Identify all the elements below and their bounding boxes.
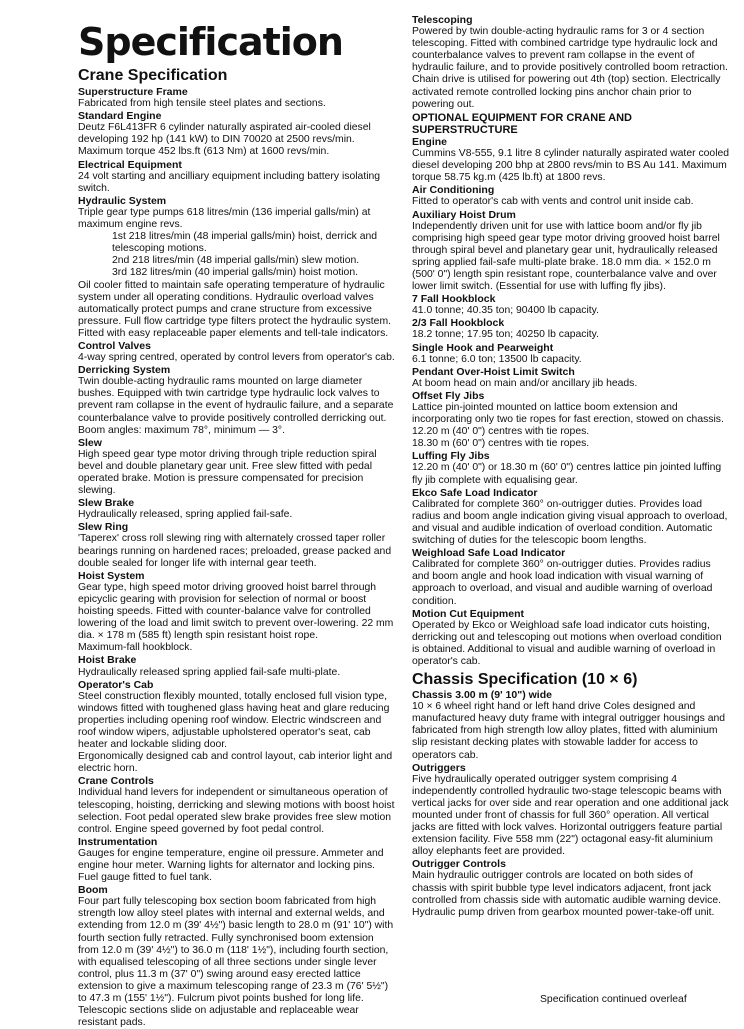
instrumentation-heading: Instrumentation	[78, 835, 158, 848]
hoist-system-text: Gear type, high speed motor driving grooved hoist barrel through epicyclic gearing with provision for selection of normal or boost hoisting speeds. Fitted with counter-balance valve for controlled lowering of the load and limit switch to prevent over-lowering. 22 mm dia. × 178 m (585 ft) length spin resistant hoist rope.	[78, 581, 394, 642]
weighload-heading: Weighload Safe Load Indicator	[412, 547, 566, 560]
pendant-text: At boom head on main and/or ancillary jib heads.	[412, 377, 638, 389]
hydraulic-pump-3: 3rd 182 litres/min (40 imperial galls/min) hoist motion.	[112, 267, 359, 279]
offset-fly-heading: Offset Fly Jibs	[412, 389, 485, 402]
hoist-brake-heading: Hoist Brake	[78, 654, 137, 667]
luffing-fly-heading: Luffing Fly Jibs	[412, 450, 490, 463]
air-conditioning-heading: Air Conditioning	[412, 184, 495, 197]
slew-brake-text: Hydraulically released, spring applied fail-safe.	[78, 509, 293, 521]
air-conditioning-text: Fitted to operator's cab with vents and control unit inside cab.	[412, 196, 694, 208]
operators-cab-text: Steel construction flexibly mounted, totally enclosed full vision type, windows fitted with toughened glass having heat and glare reducing properties including opening roof window. Electric windscreen and roof window wipers, adjustable upholstered operator's seat, cab heater and lockable sliding door.	[78, 690, 390, 751]
control-valves-heading: Control Valves	[78, 339, 151, 352]
outriggers-text: Five hydraulically operated outrigger system comprising 4 independently controlled hydraulic two-stage telescopic beams with vertical jacks for over side and rear operation and one additional jack mounted under front of chassis for full 360° operation. All vertical jacks are fitted with lock valves. Horizontal outriggers feature partial extension facility. Five 558 mm (22") octagonal easy-fit aluminium alloy elephants feet are provided.	[412, 773, 729, 858]
optional-equipment-heading: OPTIONAL EQUIPMENT FOR CRANE AND SUPERSTRUCTURE	[412, 111, 633, 136]
hydraulic-heading: Hydraulic System	[78, 194, 167, 207]
single-hook-text: 6.1 tonne; 6.0 ton; 13500 lb capacity.	[412, 353, 582, 365]
outriggers-heading: Outriggers	[412, 761, 466, 774]
hookblock-23-heading: 2/3 Fall Hookblock	[412, 317, 505, 330]
crane-controls-heading: Crane Controls	[78, 775, 154, 788]
instrumentation-text: Gauges for engine temperature, engine oil pressure. Ammeter and engine hour meter. Warning lights for alternator and locking pins. Fuel gauge fitted to fuel tank.	[78, 847, 384, 884]
motion-cut-heading: Motion Cut Equipment	[412, 607, 524, 620]
hydraulic-text: Oil cooler fitted to maintain safe operating temperature of hydraulic system under all operating conditions. Hydraulic overload valves automatically protect pumps and crane structure from excessive pressure. Full flow cartridge type filters protect the hydraulic system. Fitted with easy replaceable paper elements and tell-tale indicators.	[78, 279, 391, 339]
continued-footer: Specification continued overleaf	[540, 994, 687, 1005]
page-title: Specification	[78, 20, 343, 64]
slew-ring-text: 'Taperex' cross roll slewing ring with alternately crossed taper roller bearings running on hardened races; preloaded, grease packed and double sealed for longer life with internal gear teeth.	[78, 533, 392, 569]
standard-engine-heading: Standard Engine	[78, 110, 162, 123]
control-valves-text: 4-way spring centred, operated by control levers from operator's cab.	[78, 352, 395, 364]
left-column	[78, 66, 396, 1029]
slew-text: High speed gear type motor driving through triple reduction spiral bevel and double planetary gear unit. Free slew fitted with pedal operated brake. Motion is pressure compensated for precision slewing.	[78, 448, 377, 497]
weighload-text: Calibrated for complete 360° on-outrigger duties. Provides radius and boom angle and hook load indication with visual warning of approach to overload, and visual and audible warning of overload condition.	[412, 559, 713, 607]
electrical-text: 24 volt starting and ancilliary equipment including battery isolating switch.	[78, 170, 381, 194]
chassis-text: 10 × 6 wheel right hand or left hand drive Coles designed and manufactured heavy duty frame with integral outrigger housings and fabricated from high strength low alloy plates, fitted with aluminium slip resistant decking plates with stowable ladder for access to operators cab.	[412, 701, 726, 761]
outrigger-controls-heading: Outrigger Controls	[412, 858, 506, 871]
hoist-system-heading: Hoist System	[78, 569, 145, 582]
pendant-heading: Pendant Over-Hoist Limit Switch	[412, 365, 575, 378]
hookblock-7-heading: 7 Fall Hookblock	[412, 293, 496, 306]
superstructure-frame-heading: Superstructure Frame	[78, 86, 188, 98]
derricking-text: Twin double-acting hydraulic rams mounted on large diameter bushes. Equipped with twin cartridge type hydraulic lock valves to prevent ram collapse in the event of hydraulic failure, and a separate counterbalance valve to provide positively controlled derricking out.	[78, 376, 394, 424]
standard-engine-text: Deutz F6L413FR 6 cylinder naturally aspirated air-cooled diesel developing 192 hp (141 kW) to DIN 70020 at 2500 revs/min. Maximum torque 452 lbs.ft (613 Nm) at 1600 revs/min.	[78, 122, 371, 158]
slew-ring-heading: Slew Ring	[78, 521, 129, 534]
aux-hoist-text: Independently driven unit for use with lattice boom and/or fly jib comprising high speed gear type motor driving grooved hoist barrel through spiral bevel and planetary gear unit, hydraulically released spring applied fail-safe multi-plate brake. 18.0 mm dia. × 152.0 m (500' 0") length spin resistant rope, counterbalance valve and over lower limit switch. (Essential for use with luffing fly jibs).	[412, 220, 720, 293]
boom-text: Four part fully telescoping box section boom fabricated from high strength low alloy steel plates with internal and external welds, and extending from 12.0 m (39' 4½") basic length to 28.0 m (91' 10") with fourth section fully retracted. Fully synchronised boom extension from 12.0 m (39' 4½") to 36.0 m (118' 1½"), including fourth section, with equalised telescoping of all three sections under single lever control, plus 11.3 m (37' 0") swing around easy erected lattice extension to give a maximum telescoping range of 23.3 m (76' 5½") to 47.3 m (155' 1½"). Fulcrum pivot points bushed for long life. Telescopic sections slide on adjustable and replaceable wear resistant pads.	[78, 896, 394, 1029]
offset-fly-line-2: 18.30 m (60' 0") centres with tie ropes.	[412, 438, 590, 450]
crane-controls-text: Individual hand levers for independent or simultaneous operation of telescoping, hoisting, derricking and slewing motions with boost hoist selection. Foot pedal operated slew brake provides free slew motion control. Engine speed governed by foot pedal control.	[78, 787, 395, 835]
slew-brake-heading: Slew Brake	[78, 497, 135, 510]
outrigger-controls-text: Main hydraulic outrigger controls are located on both sides of chassis with spirit bubble type level indicators adjacent, front jack controlled from chassis side with automatic audible warning device. Hydraulic pump driven from gearbox mounted power-take-off unit.	[412, 870, 721, 918]
telescoping-heading: Telescoping	[412, 14, 473, 26]
superstructure-frame-text: Fabricated from high tensile steel plates and sections.	[78, 98, 326, 110]
luffing-fly-text: 12.20 m (40' 0") or 18.30 m (60' 0") centres lattice pin jointed luffing fly jib complete with equalising gear.	[412, 462, 722, 486]
boom-angles: Boom angles: maximum 78°, minimum — 3°.	[78, 424, 285, 436]
aux-hoist-heading: Auxiliary Hoist Drum	[412, 208, 516, 221]
hoist-max: Maximum-fall hookblock.	[78, 642, 193, 654]
motion-cut-text: Operated by Ekco or Weighload safe load indicator cuts hoisting, derricking out and telescoping out motions when overload condition is obtained. Additional to visual and audible warning of overload in operator's cab.	[412, 619, 722, 667]
ekco-heading: Ekco Safe Load Indicator	[412, 486, 538, 499]
hookblock-23-text: 18.2 tonne; 17.95 ton; 40250 lb capacity.	[412, 329, 599, 341]
hookblock-7-text: 41.0 tonne; 40.35 ton; 90400 lb capacity.	[412, 305, 599, 317]
hydraulic-pump-2: 2nd 218 litres/min (48 imperial galls/min) slew motion.	[112, 255, 360, 267]
optional-engine-heading: Engine	[412, 135, 448, 148]
crane-spec-heading: Crane Specification	[78, 67, 228, 84]
offset-fly-text: Lattice pin-jointed mounted on lattice boom extension and incorporating only two tie ropes for fast erection, stowed on chassis.	[412, 402, 724, 426]
optional-engine-text: Cummins V8-555, 9.1 litre 8 cylinder naturally aspirated water cooled diesel developing 200 bhp at 2800 revs/min to BS Au 141. Maximum torque 58.75 kg.m (425 lb.ft) at 1800 revs.	[412, 148, 730, 184]
boom-heading: Boom	[78, 884, 108, 897]
electrical-heading: Electrical Equipment	[78, 158, 182, 171]
hoist-brake-text: Hydraulically released spring applied fail-safe multi-plate.	[78, 666, 341, 678]
chassis-spec-heading: Chassis Specification (10 × 6)	[412, 671, 638, 689]
slew-heading: Slew	[78, 436, 102, 449]
hydraulic-pump-1: 1st 218 litres/min (48 imperial galls/min) hoist, derrick and telescoping motions.	[112, 231, 378, 255]
telescoping-text: Powered by twin double-acting hydraulic rams for 3 or 4 section telescoping. Fitted with combined cartridge type hydraulic lock and counterbalance valves to prevent ram collapse in the event of hydraulic failure, and to provide positively controlled boom retraction. Chain drive is utilised for powering out 4th (top) section. Electrically activated remote controlled locking pins anchor chain prior to powering out.	[412, 26, 728, 110]
offset-fly-line-1: 12.20 m (40' 0") centres with tie ropes.	[412, 426, 590, 438]
chassis-subheading: Chassis 3.00 m (9' 10") wide	[412, 689, 552, 702]
operators-cab-heading: Operator's Cab	[78, 678, 154, 691]
hydraulic-intro: Triple gear type pumps 618 litres/min (136 imperial galls/min) at maximum engine revs.	[78, 206, 371, 231]
operators-cab-text-2: Ergonomically designed cab and control layout, cab interior light and electric horn.	[78, 751, 393, 775]
derricking-heading: Derricking System	[78, 364, 171, 377]
single-hook-heading: Single Hook and Pearweight	[412, 341, 554, 354]
right-column	[412, 14, 730, 919]
ekco-text: Calibrated for complete 360° on-outrigger duties. Provides load radius and boom angle indication giving visual approach to overload, and visual and audible indication of overload condition. Automatic switching of duties for the telescopic boom lengths.	[412, 498, 728, 547]
